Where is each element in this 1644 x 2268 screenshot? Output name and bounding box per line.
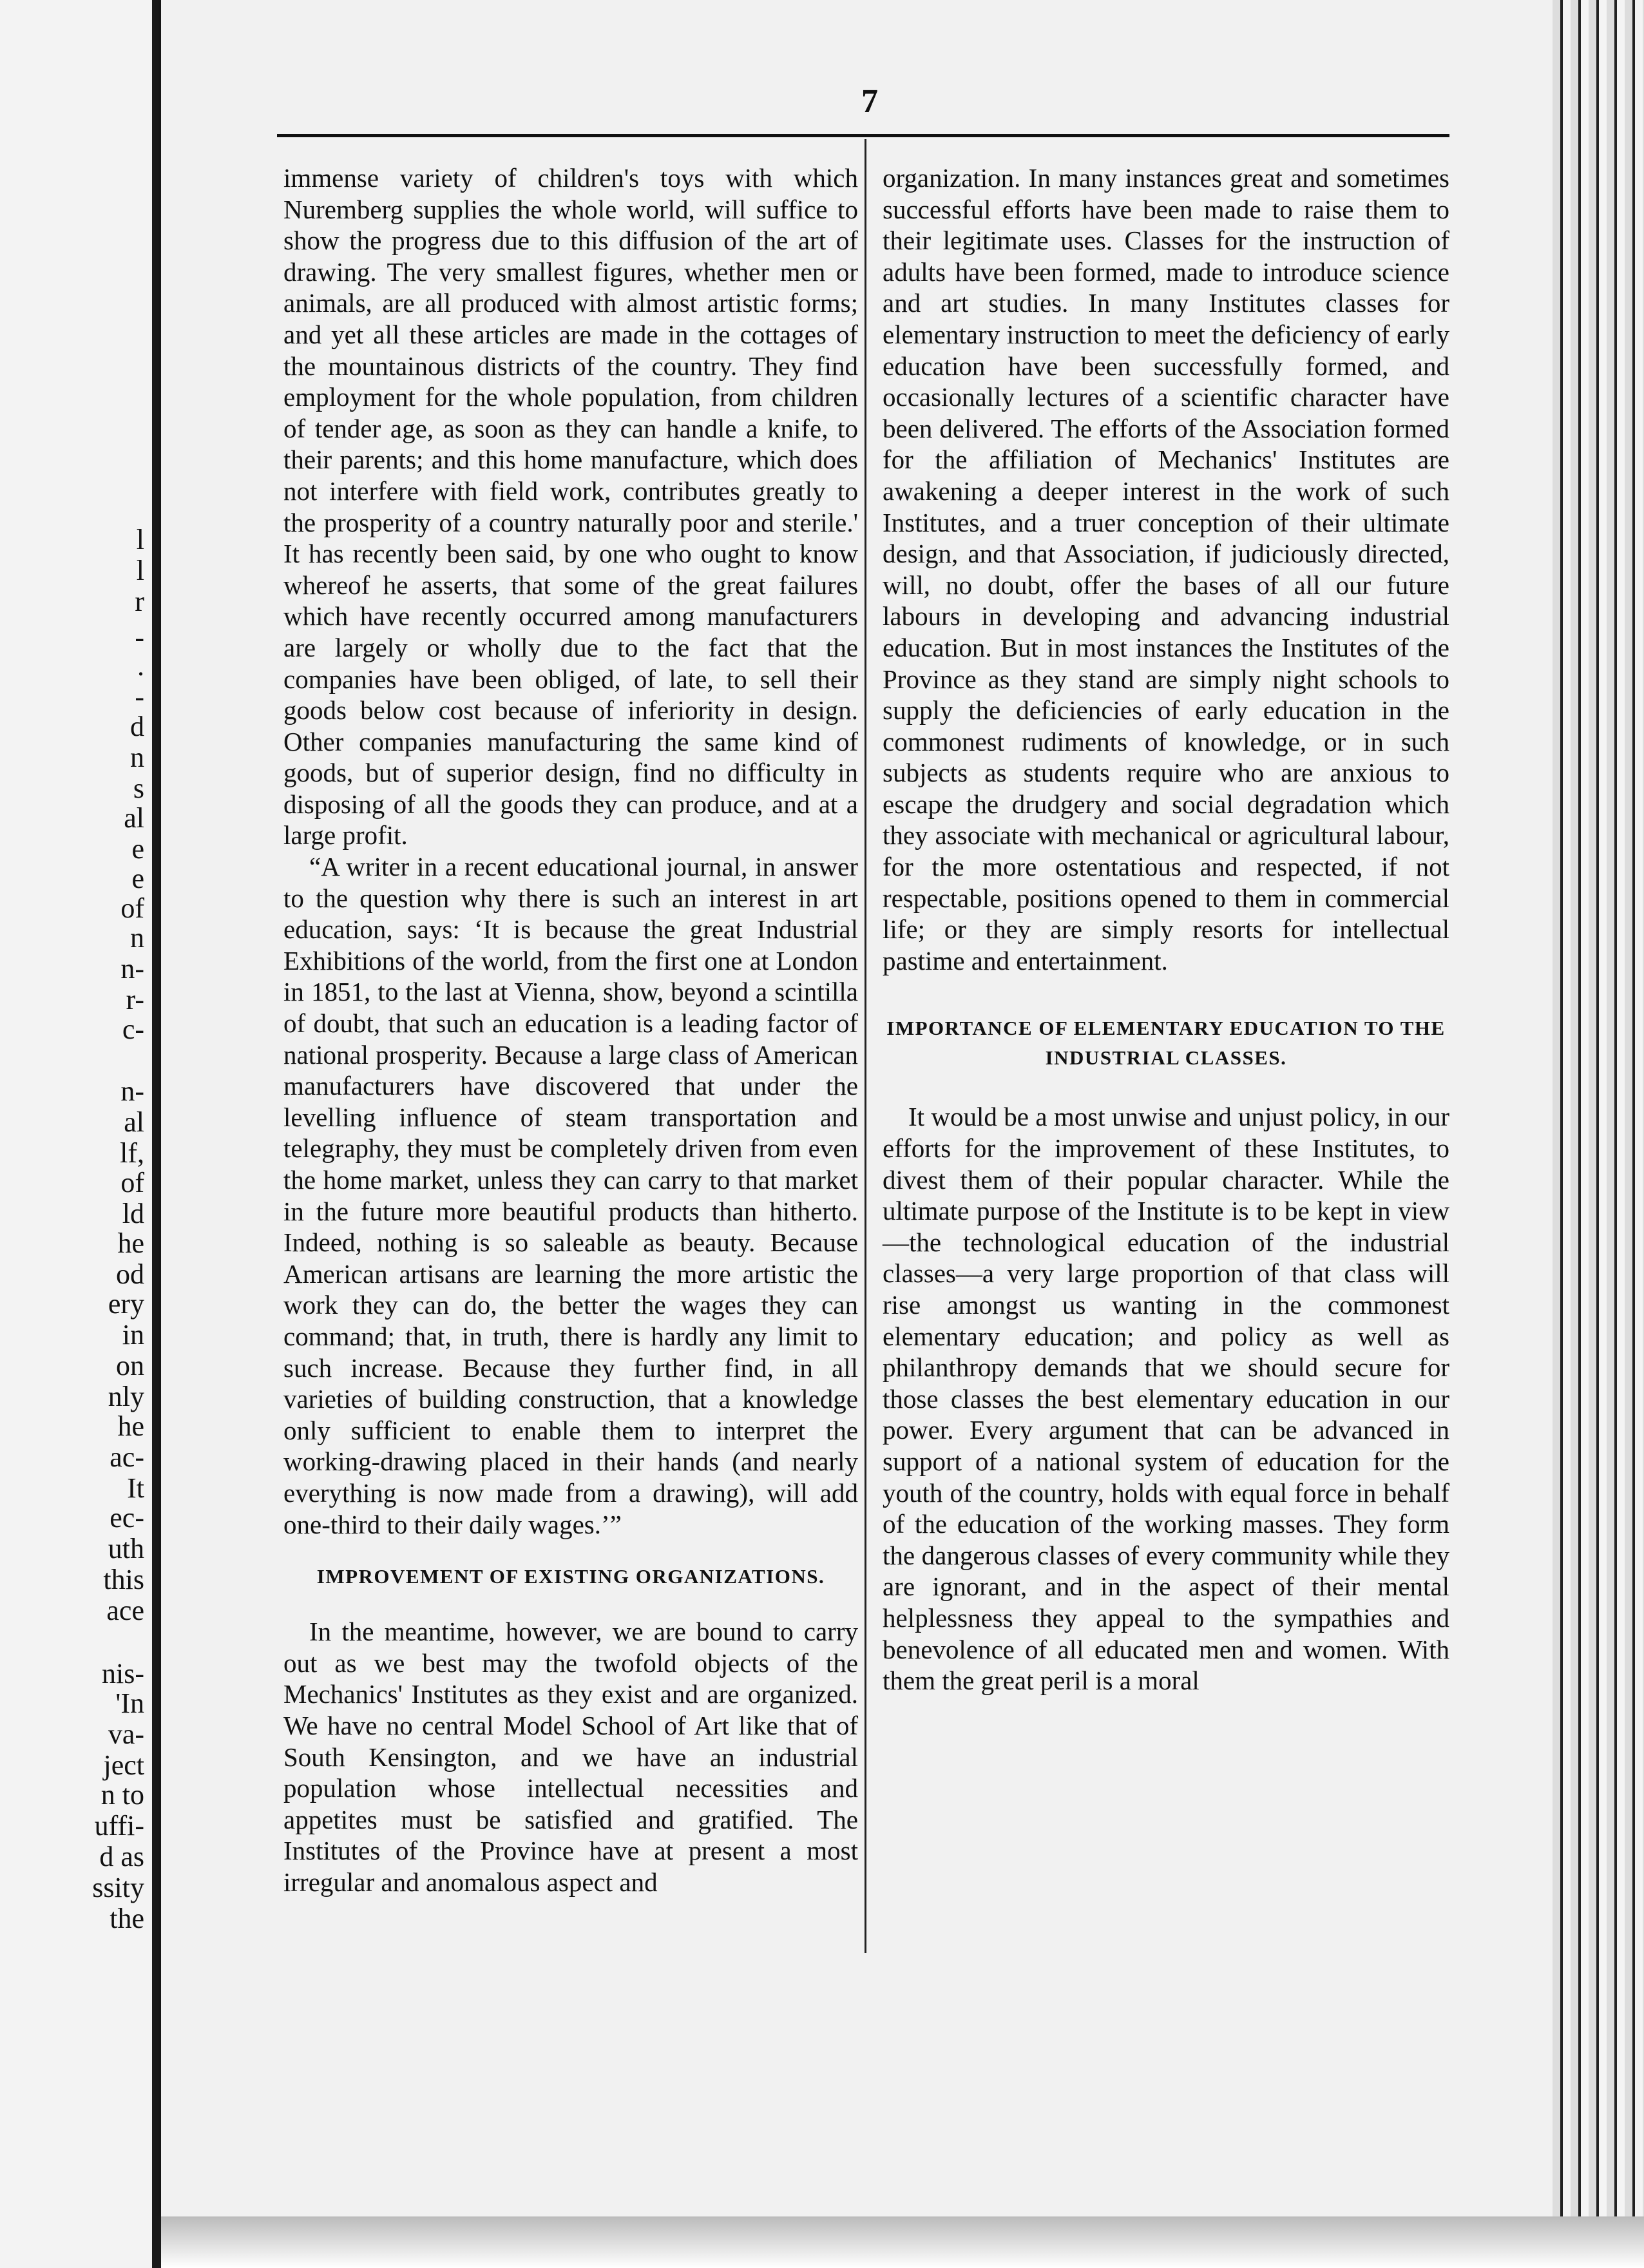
section-heading-improvement: IMPROVEMENT OF EXISTING ORGANIZATIONS. [316, 1565, 825, 1588]
left-paragraph-1: immense variety of children's toys with which Nuremberg supplies the whole world, will suffice to show the progress due to this diffusion of the art of drawing. The very smallest figures, whether men or animals, are all produced with almost artistic forms; and yet all these articles are made in the cottages of the mountainous districts of the country. They find employment for the whole population, from children of tender age, as soon as they can handle a knife, to their parents; and this home manufacture, which does not interfere with field work, contributes greatly to the prosperity of a country naturally poor and sterile.' It has recently been said, by one who ought to know whereof he asserts, that some of the great failures which have recently occurred among manufacturers are largely or wholly due to the fact that the companies have been obliged, of late, to sell their goods below cost because of inferiority in design. Other companies manufacturing the same kind of goods, but of superior design, find no difficulty in disposing of all the goods they can produce, and at a large profit. [283, 163, 858, 850]
fragment-line: ld [122, 1198, 144, 1229]
fragment-line: on [116, 1350, 144, 1381]
fragment-line: e [131, 863, 144, 894]
fragment-line: s [133, 773, 144, 804]
fragment-line: - [135, 681, 144, 713]
fragment-line: ec- [110, 1502, 144, 1533]
fragment-line: al [124, 802, 144, 834]
column-divider [865, 139, 866, 1953]
fragment-line: of [120, 892, 144, 924]
right-column [883, 162, 1449, 1696]
fragment-line: of [120, 1167, 144, 1198]
fragment-line: ac- [110, 1441, 144, 1473]
fragment-line: nly [108, 1381, 144, 1412]
fragment-line: r [135, 586, 144, 617]
right-paragraph-2: It would be a most unwise and unjust policy, in our efforts for the improvement of these Institutes, to divest them of their popular character. While the ultimate purpose of the Institute is to be kept in view—the technological education of the industrial classes—a very large proportion of that class will rise amongst us wanting in the commonest elementary education; and policy as well as philanthropy demands that we should secure for those classes the best elementary education in our power. Every argument that can be advanced in support of a national system of education for the youth of the country, holds with equal force in behalf of the education of the working masses. They form the dangerous classes of every community while they are ignorant, and in the aspect of their mental helplessness they appeal to the sympathies and benevolence of all educated men and women. With them the great peril is a moral [883, 1102, 1449, 1696]
fragment-line: ssity [92, 1872, 144, 1903]
fragment-line: d [130, 711, 144, 742]
fragment-line: r- [126, 984, 144, 1015]
fragment-line: nis- [102, 1658, 144, 1689]
fragment-line: c- [122, 1014, 144, 1045]
fragment-line: n [130, 922, 144, 954]
fragment-line: n- [120, 1075, 144, 1107]
fragment-line: uffi- [94, 1810, 144, 1841]
section-heading-importance: IMPORTANCE OF ELEMENTARY EDUCATION TO THE INDUSTRIAL CLASSES. [886, 1017, 1446, 1070]
facing-page-text-fragments [0, 0, 148, 2268]
fragment-line: - [135, 622, 144, 653]
fragment-line: n [130, 742, 144, 773]
fragment-line: It [127, 1472, 144, 1504]
fragment-line: the [110, 1903, 144, 1934]
fragment-line: he [117, 1410, 144, 1442]
fragment-line: va- [108, 1718, 144, 1750]
fragment-line: d as [99, 1841, 144, 1872]
fragment-line: uth [108, 1533, 144, 1564]
fragment-line: lf, [120, 1137, 144, 1169]
left-paragraph-2: “A writer in a recent educational journal, in answer to the question why there is such an interest in art education, says: ‘It is because the great Industrial Exhibitions of the world, from the first one at London in 1851, to the last at Vienna, show, beyond a scintilla of doubt, that such an education is a leading factor of national prosperity. Because a large class of American manufacturers have discovered that under the levelling influence of steam transportation and telegraphy, they must be completely driven from even the home market, unless they can carry to that market in the future more beautiful products than hitherto. Indeed, nothing is so saleable as beauty. Because American artisans are learning the more artistic the work they can do, the better the wages they can command; that, in truth, there is hardly any limit to such increase. Because they further find, in all varieties of building construction, that a knowledge only sufficient to enable them to interpret the working-drawing placed in their hands (and nearly everything is now made from a drawing), will add one-third to their daily wages.’” [283, 852, 858, 1539]
fragment-line: l [136, 555, 144, 586]
left-column [283, 162, 858, 1898]
left-paragraph-3: In the meantime, however, we are bound to carry out as we best may the twofold objects of the Mechanics' Institutes as they exist and are organized. We have no central Model School of Art like that of South Kensington, and we have an industrial population whose intellectual necessities and appetites must be satisfied and gratified. The Institutes of the Province have at present a most irregular and anomalous aspect and [283, 1617, 858, 1897]
fragment-line: this [103, 1564, 144, 1595]
fragment-line: . [137, 650, 144, 682]
page-shadow [161, 2216, 1644, 2268]
page-edges [1553, 0, 1644, 2268]
fragment-line: ery [108, 1288, 144, 1320]
fragment-line: 'In [115, 1687, 144, 1719]
page-number: 7 [861, 83, 878, 120]
fragment-line: ace [106, 1595, 144, 1626]
fragment-line: od [116, 1258, 144, 1290]
fragment-line: n- [120, 953, 144, 985]
fragment-line: ject [103, 1749, 144, 1781]
fragment-line: al [124, 1106, 144, 1138]
fragment-line: he [117, 1227, 144, 1259]
right-paragraph-1: organization. In many instances great and sometimes successful efforts have been made to raise them to their legitimate uses. Classes for the instruction of adults have been formed, made to introduce science and art studies. In many Institutes classes for elementary instruction to meet the deficiency of early education have been successfully formed, and occasionally lectures of a scientific character have been delivered. The efforts of the Association formed for the affiliation of Mechanics' Institutes are awakening a deeper interest in the work of such Institutes, and a truer conception of their ultimate design, and that Association, if judiciously directed, will, no doubt, offer the bases of all our future labours in developing and advancing industrial education. But in most instances the Institutes of the Province as they stand are simply night schools to supply the deficiencies of early education in the commonest rudiments of knowledge, or in such subjects as students require who are anxious to escape the drudgery and social degradation which they associate with mechanical or agricultural labour, for the more ostentatious and respected, if not respectable, positions opened to them in commercial life; or they are simply resorts for intellectual pastime and entertainment. [883, 163, 1449, 975]
fragment-line: in [122, 1319, 144, 1350]
fragment-line: e [131, 833, 144, 865]
fragment-line: n to [100, 1779, 144, 1811]
header-rule [277, 134, 1449, 137]
fragment-line: l [136, 524, 144, 555]
